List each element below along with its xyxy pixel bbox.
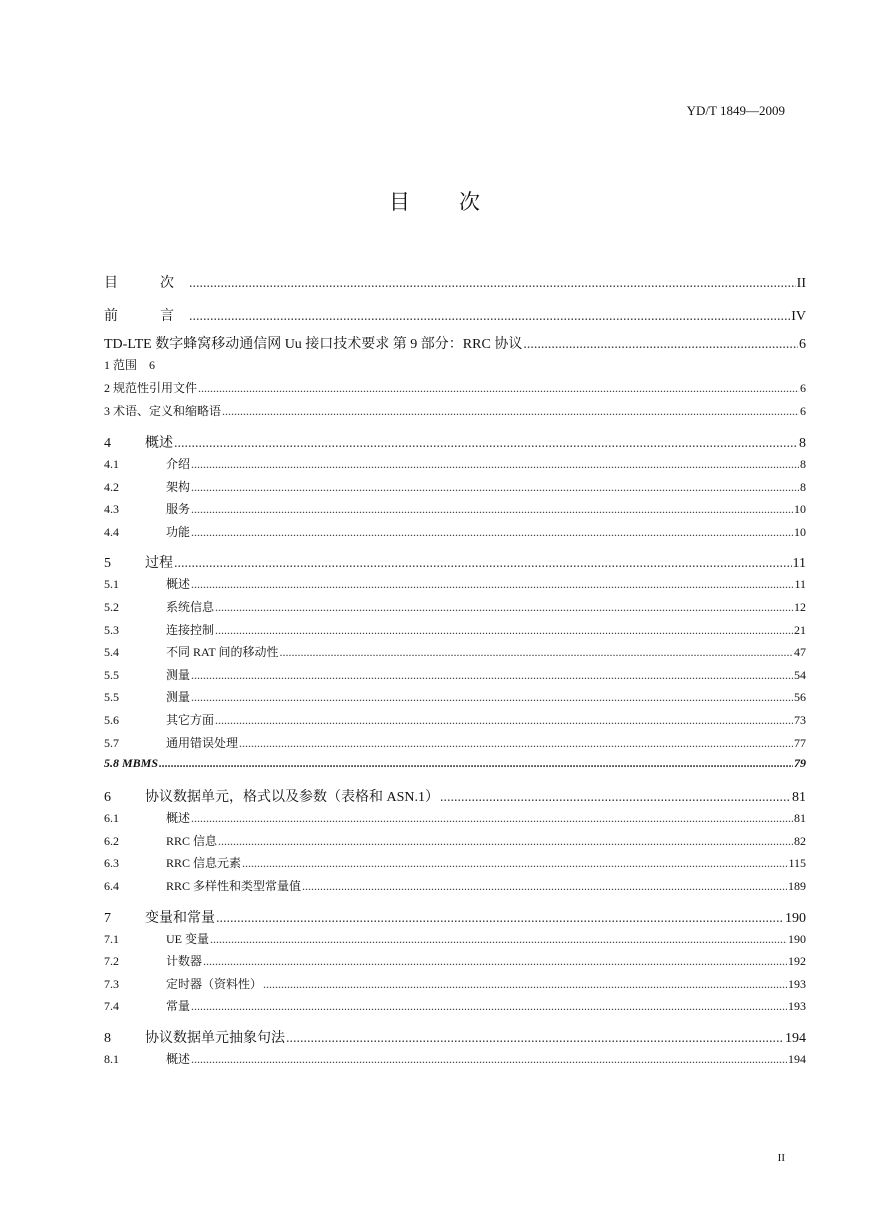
- toc-entry[interactable]: [104, 272, 806, 295]
- toc-entry[interactable]: [104, 877, 806, 900]
- toc-dot-leader: [191, 1052, 787, 1067]
- toc-entry-number: 5.4: [104, 645, 119, 660]
- toc-dot-leader: [198, 381, 799, 396]
- toc-entry-page: 8: [799, 436, 806, 451]
- toc-entry-label: 定时器（资料性）: [166, 976, 263, 991]
- toc-dot-leader: [191, 577, 793, 592]
- toc-entry-number: 5.1: [104, 577, 119, 592]
- toc-entry-label: 服务: [166, 502, 191, 517]
- toc-dot-leader: [159, 756, 793, 771]
- toc-entry-label: 5.8 MBMS: [104, 756, 159, 771]
- toc-entry-number: 4: [104, 436, 111, 451]
- toc-entry[interactable]: [104, 688, 806, 711]
- toc-entry-label: 架构: [166, 479, 191, 494]
- toc-entry-page: 77: [794, 735, 806, 750]
- toc-entry-label: 协议数据单元，格式以及参数（表格和 ASN.1）: [145, 790, 440, 806]
- toc-dot-leader: [302, 879, 787, 894]
- toc-entry-number: 6: [104, 790, 111, 806]
- toc-dot-leader: [286, 1031, 784, 1047]
- toc-entry[interactable]: [104, 500, 806, 523]
- toc-entry-label: UE 变量: [166, 931, 209, 946]
- toc-entry[interactable]: [104, 952, 806, 975]
- toc-dot-leader: [215, 600, 793, 615]
- toc-entry-label: 变量和常量: [145, 910, 215, 926]
- toc-entry-page: 11: [792, 556, 806, 572]
- toc-entry[interactable]: [104, 907, 806, 930]
- toc-dot-leader: [191, 811, 793, 826]
- toc-dot-leader: [239, 736, 793, 751]
- toc-entry-page: 81: [794, 811, 806, 826]
- toc-entry-page: II: [796, 276, 806, 291]
- toc-entry-page: 12: [794, 599, 806, 614]
- toc-entry-label: 1 范围 6: [104, 358, 156, 372]
- toc-dot-leader: [189, 276, 796, 292]
- toc-entry-number: 5.5: [104, 690, 119, 705]
- toc-entry-page: 6: [800, 381, 806, 395]
- toc-entry-page: 47: [794, 645, 806, 660]
- toc-entry-number: 8: [104, 1030, 111, 1046]
- toc-entry-number: 8.1: [104, 1051, 119, 1066]
- toc-entry-page: 190: [785, 910, 806, 926]
- toc-entry-label: RRC 信息: [166, 833, 218, 848]
- toc-entry[interactable]: [104, 711, 806, 734]
- toc-entry-label: 功能: [166, 524, 191, 539]
- toc-entry-number: 6.4: [104, 878, 119, 893]
- toc-entry-label: 协议数据单元抽象句法: [145, 1030, 285, 1046]
- toc-entry-label: RRC 多样性和类型常量值: [166, 878, 302, 893]
- toc-entry-page: 115: [788, 856, 806, 871]
- toc-entry-page: 193: [788, 976, 806, 991]
- toc-entry[interactable]: [104, 786, 806, 809]
- toc-entry-page: 190: [788, 931, 806, 946]
- toc-entry[interactable]: [104, 402, 806, 425]
- toc-dot-leader: [215, 623, 793, 638]
- toc-entry-number: 5.7: [104, 735, 119, 750]
- toc-entry-label: 概述: [166, 811, 191, 826]
- toc-entry-number: 7.1: [104, 931, 119, 946]
- toc-entry[interactable]: [104, 975, 806, 998]
- toc-entry-label: 通用错误处理: [166, 735, 239, 750]
- toc-entry-page: 10: [794, 524, 806, 539]
- toc-entry[interactable]: [104, 523, 806, 546]
- toc-entry-page: 192: [788, 954, 806, 969]
- toc-entry-label: RRC 信息元素: [166, 856, 242, 871]
- toc-entry-page: 21: [794, 622, 806, 637]
- toc-dot-leader: [279, 645, 793, 660]
- toc-entry-page: 10: [794, 502, 806, 517]
- toc-dot-leader: [191, 668, 793, 683]
- toc-entry-number: 5.3: [104, 622, 119, 637]
- toc-dot-leader: [440, 790, 791, 806]
- toc-entry[interactable]: [104, 809, 806, 832]
- page-number: II: [777, 1152, 785, 1164]
- toc-dot-leader: [191, 690, 793, 705]
- toc-entry[interactable]: [104, 552, 806, 575]
- toc-entry-page: 73: [794, 712, 806, 727]
- toc-entry[interactable]: [104, 1027, 806, 1050]
- toc-entry-label: 过程: [145, 556, 173, 572]
- toc-entry[interactable]: [104, 598, 806, 621]
- toc-entry-page: 8: [800, 457, 806, 471]
- toc-entry-page: 193: [788, 999, 806, 1014]
- toc-entry-page: 79: [794, 756, 806, 771]
- toc-entry[interactable]: [104, 643, 806, 666]
- toc-entry-number: 7: [104, 910, 111, 926]
- toc-entry-number: 6.2: [104, 833, 119, 848]
- toc-dot-leader: [523, 337, 798, 353]
- toc-entry-label: 3 术语、定义和缩略语: [104, 404, 222, 418]
- toc-entry-label: 常量: [166, 999, 191, 1014]
- toc-entry[interactable]: [104, 930, 806, 953]
- toc-entry-page: 189: [788, 878, 806, 893]
- toc-entry[interactable]: [104, 666, 806, 689]
- toc-entry[interactable]: [104, 832, 806, 855]
- toc-entry-number: 5.6: [104, 712, 119, 727]
- toc-entry-page: 11: [794, 577, 806, 592]
- toc-entry-label: 测量: [166, 667, 191, 682]
- toc-entry[interactable]: [104, 478, 806, 501]
- toc-entry-number: 4.4: [104, 524, 119, 539]
- toc-title: 目 次: [389, 190, 494, 214]
- toc-entry-number: 5: [104, 556, 111, 572]
- toc-entry-page: 81: [792, 790, 806, 806]
- toc-entry-label: 概述: [166, 1051, 191, 1066]
- toc-dot-leader: [174, 556, 792, 572]
- toc-entry-number: 6.1: [104, 811, 119, 826]
- toc-entry-page: 82: [794, 833, 806, 848]
- document-id: YD/T 1849—2009: [686, 103, 785, 118]
- toc-entry-number: 4.1: [104, 457, 119, 471]
- toc-entry-page: 54: [794, 667, 806, 682]
- toc-entry-number: 4.2: [104, 479, 119, 494]
- toc-entry-label: 不同 RAT 间的移动性: [166, 645, 279, 660]
- toc-entry-page: 194: [788, 1051, 806, 1066]
- toc-entry-label: 系统信息: [166, 599, 215, 614]
- toc-entry[interactable]: [104, 305, 806, 328]
- toc-dot-leader: [174, 436, 798, 452]
- toc-entry-number: 5.2: [104, 599, 119, 614]
- toc-dot-leader: [191, 502, 793, 517]
- toc-entry-number: 7.2: [104, 954, 119, 969]
- toc-entry-number: 5.5: [104, 667, 119, 682]
- toc-entry-label: 2 规范性引用文件: [104, 381, 198, 395]
- toc-dot-leader: [191, 480, 799, 495]
- toc-dot-leader: [218, 834, 793, 849]
- toc-entry-number: 4.3: [104, 502, 119, 517]
- toc-entry[interactable]: [104, 854, 806, 877]
- toc-entry-label: 前 言: [104, 309, 188, 324]
- toc-entry-label: 概述: [166, 577, 191, 592]
- toc-dot-leader: [242, 856, 787, 871]
- toc-dot-leader: [191, 999, 787, 1014]
- toc-entry-label: 介绍: [166, 457, 191, 471]
- toc-entry[interactable]: [104, 1050, 806, 1073]
- toc-entry-page: 8: [800, 479, 806, 494]
- toc-entry[interactable]: [104, 621, 806, 644]
- toc-entry-number: 7.4: [104, 999, 119, 1014]
- toc-entry-label: 概述: [145, 436, 173, 451]
- toc-dot-leader: [210, 932, 787, 947]
- table-of-contents: [104, 272, 806, 1072]
- toc-dot-leader: [216, 911, 784, 927]
- toc-entry-page: 6: [799, 337, 806, 352]
- toc-entry-page: 6: [800, 404, 806, 418]
- toc-entry-page: 56: [794, 690, 806, 705]
- toc-entry-label: 测量: [166, 690, 191, 705]
- toc-entry[interactable]: [104, 575, 806, 598]
- toc-entry-page: 194: [785, 1030, 806, 1046]
- toc-entry-label: 其它方面: [166, 712, 215, 727]
- toc-entry-number: 7.3: [104, 976, 119, 991]
- toc-dot-leader: [189, 309, 790, 325]
- toc-entry[interactable]: [104, 455, 806, 478]
- toc-entry[interactable]: [104, 379, 806, 402]
- toc-dot-leader: [222, 404, 799, 419]
- toc-entry[interactable]: [104, 756, 806, 779]
- toc-dot-leader: [191, 457, 799, 472]
- toc-entry[interactable]: [104, 432, 806, 455]
- toc-entry-label: TD-LTE 数字蜂窝移动通信网 Uu 接口技术要求 第 9 部分：RRC 协议: [104, 337, 523, 352]
- toc-dot-leader: [191, 525, 793, 540]
- toc-entry-label: 连接控制: [166, 622, 215, 637]
- toc-entry[interactable]: [104, 333, 806, 356]
- toc-entry-number: 6.3: [104, 856, 119, 871]
- toc-entry[interactable]: [104, 997, 806, 1020]
- toc-entry-label: 目 次: [104, 276, 188, 291]
- toc-entry[interactable]: [104, 356, 806, 379]
- toc-entry[interactable]: [104, 734, 806, 757]
- toc-dot-leader: [263, 977, 787, 992]
- toc-dot-leader: [203, 954, 787, 969]
- toc-dot-leader: [215, 713, 793, 728]
- toc-entry-label: 计数器: [166, 954, 203, 969]
- toc-entry-page: IV: [791, 309, 806, 324]
